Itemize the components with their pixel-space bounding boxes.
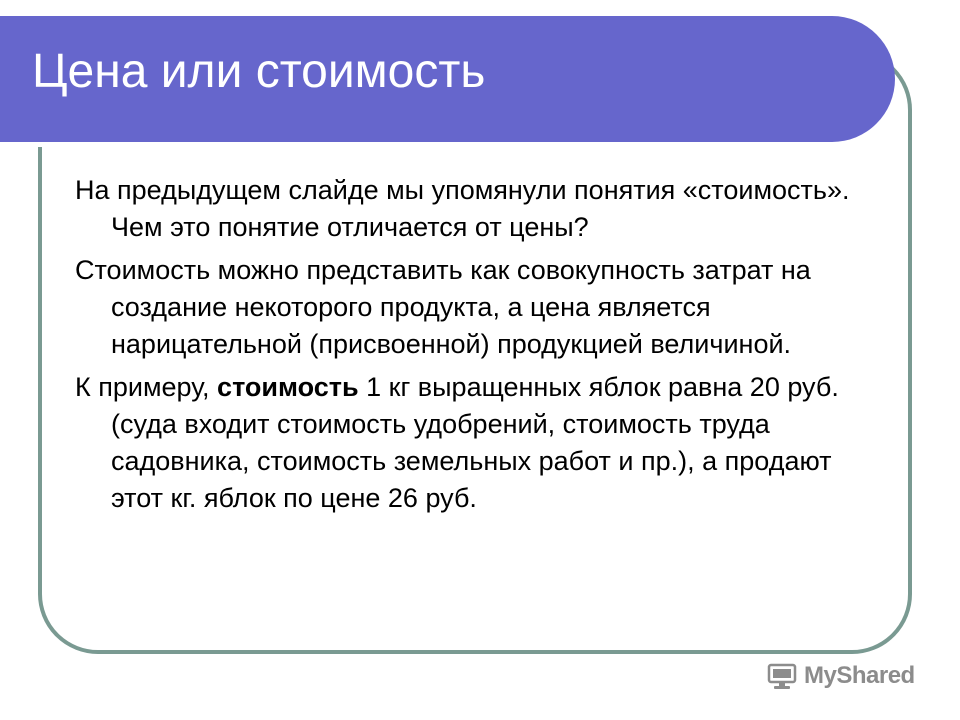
slide-title: Цена или стоимость (32, 45, 486, 98)
paragraph-3-rest: 1 кг выращенных яблок равна 20 руб. (суда входит стоимость удобрений, стоимость труда садовника, стоимость земельных работ и пр.), а продают этот кг. яблок по цене 26 руб. (111, 372, 839, 513)
title-underline (0, 142, 848, 147)
paragraph-3-intro: К примеру, (75, 372, 218, 402)
paragraph-3 (75, 369, 875, 517)
watermark-text: MyShared (804, 662, 915, 689)
slide-body (75, 172, 875, 523)
watermark[interactable] (766, 658, 915, 694)
paragraph-3-emphasis: стоимость (217, 372, 359, 402)
myshared-logo-icon (766, 660, 798, 692)
paragraph-1: На предыдущем слайде мы упомянули понятия «стоимость». Чем это понятие отличается от цены? (75, 175, 850, 242)
paragraph-2: Стоимость можно представить как совокупность затрат на создание некоторого продукта, а цена является нарицательной (присвоенной) продукцией величиной. (75, 255, 811, 359)
